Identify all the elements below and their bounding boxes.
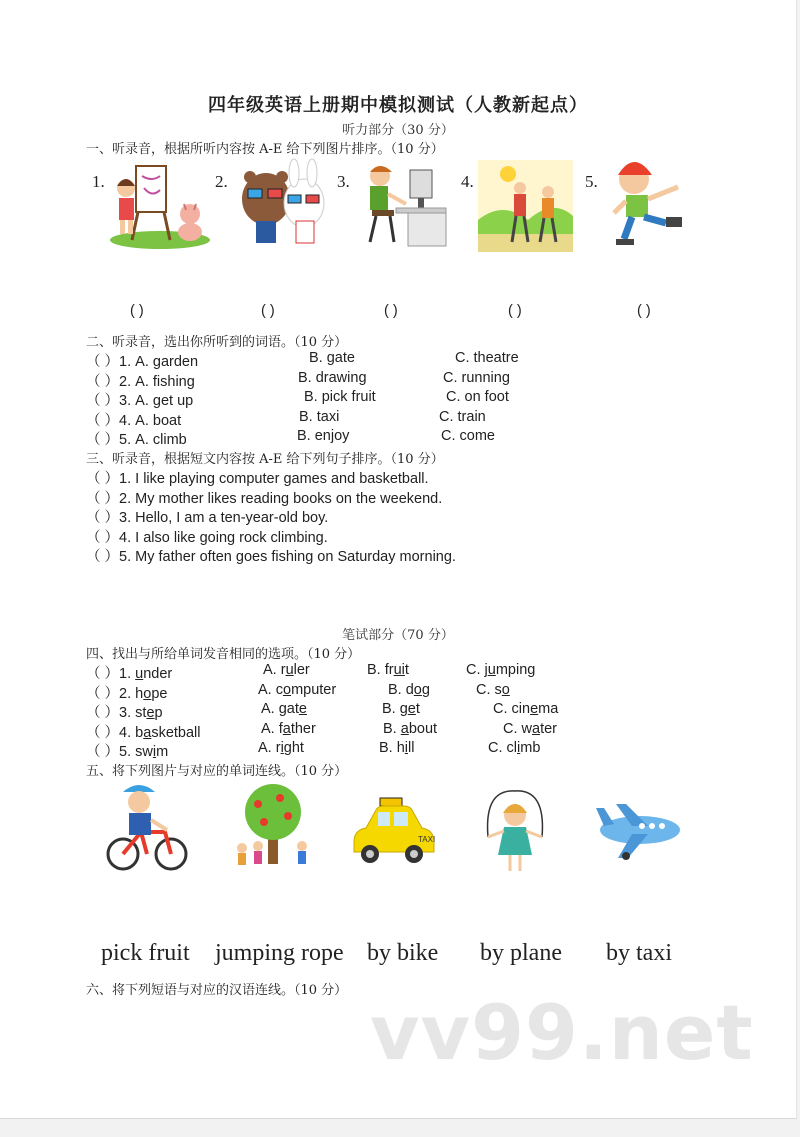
sec3-sentence-3: （ ）3. Hello, I am a ten-year-old boy.: [86, 510, 329, 526]
sec4-q2: （ ）2. hope: [86, 686, 168, 702]
page-title: 四年级英语上册期中模拟测试（人教新起点）: [208, 95, 588, 116]
watching-3d-movie-picture: [238, 157, 330, 249]
sec4-q4: （ ）4. basketball: [86, 725, 201, 741]
section-3-heading: 三、听录音，根据短文内容按 A-E 给下列句子排序。（10 分）: [86, 452, 444, 467]
picture-number-1: 1.: [92, 172, 105, 191]
sec2-q1: （ ）1. A. garden: [86, 354, 199, 370]
writing-header: 笔试部分（70 分）: [342, 628, 454, 643]
sec4-q1: （ ）1. under: [86, 666, 173, 682]
sec2-q5: （ ）5. A. climb: [86, 432, 187, 448]
sec2-q2-c: C. running: [443, 370, 510, 386]
sec2-q2-b: B. drawing: [298, 370, 367, 386]
sec2-q5-b: B. enjoy: [297, 428, 350, 444]
answer-blank-2[interactable]: ( ): [261, 303, 275, 319]
answer-blank-5[interactable]: ( ): [637, 303, 651, 319]
sec2-q5-c: C. come: [441, 428, 495, 444]
picking-fruit-picture: [228, 782, 320, 872]
sec2-q4-b: B. taxi: [299, 409, 340, 425]
word-by-taxi: by taxi: [606, 940, 672, 966]
hiking-picture: [478, 160, 573, 252]
sec3-sentence-1: （ ）1. I like playing computer games and basketball.: [86, 471, 429, 487]
picture-number-2: 2.: [215, 172, 228, 191]
jumping-rope-picture: [470, 787, 560, 877]
airplane-picture: [592, 796, 687, 868]
answer-blank-1[interactable]: ( ): [130, 303, 144, 319]
sec3-sentence-4: （ ）4. I also like going rock climbing.: [86, 530, 328, 546]
sec3-sentence-2: （ ）2. My mother likes reading books on the weekend.: [86, 491, 443, 507]
sec4-q5: （ ）5. swim: [86, 744, 169, 760]
section-4-heading: 四、找出与所给单词发音相同的选项。（10 分）: [86, 647, 361, 662]
section-2-heading: 二、听录音，选出你所听到的词语。（10 分）: [86, 335, 348, 350]
riding-bike-picture: [105, 782, 190, 874]
taxi-sign-text: TAXI: [418, 835, 435, 844]
sec2-q1-b: B. gate: [309, 350, 355, 366]
picture-number-4: 4.: [461, 172, 474, 191]
picture-number-3: 3.: [337, 172, 350, 191]
section-5-heading: 五、将下列图片与对应的单词连线。（10 分）: [86, 764, 348, 779]
section-6-heading: 六、将下列短语与对应的汉语连线。（10 分）: [86, 983, 348, 998]
exam-page: 四年级英语上册期中模拟测试（人教新起点） 听力部分（30 分） 一、听录音，根据所听内容按 A-E 给下列图片排序。（10 分） 1. 2. 3. 4. 5. ( ) ( ) ( ) ( ) ( ) 二、听录音，选出你所听到的词语。（10 分） （ ）1. A. garden B. gate C. theatre （ ）2. A. fishing B. drawing C. running （ ）3. A. get up B. pick fruit C. on foot （ ）4. A. boat B. taxi C. train （ ）5. A. climb B. enjoy C. come 三、听录音，根据短文内容按 A-E 给下列句子排序。（10 分） （ ）1. I like playing computer games and basketball. （ ）2. My mother likes reading books on the weekend. （ ）3. Hello, I am a ten-year-old boy. （ ）4. I also like going rock climbing. （ ）5. My father often goes fishing on Saturday morning. 笔试部分（70 分） 四、找出与所给单词发音相同的选项。（10 分） （ ）1. under A. ruler B. fruit C. jumping （ ）2. hope A. computer B. dog C. so （ ）3. step A. gate B. get C. cinema （ ）4. basketball A. father B. about C. water （ ）5. swim A. right B. hill C. climb 五、将下列图片与对应的单词连线。（10 分） TAXI pick fruit jumping rope by bike by plane by taxi 六、将下列短语与对应的汉语连线。（10 分） vv99.net: [0, 0, 797, 1119]
watermark: vv99.net: [370, 988, 754, 1077]
word-by-plane: by plane: [480, 940, 562, 966]
word-jumping-rope: jumping rope: [215, 940, 344, 966]
sec2-q3-b: B. pick fruit: [304, 389, 376, 405]
sec3-sentence-5: （ ）5. My father often goes fishing on Saturday morning.: [86, 549, 456, 565]
listening-header: 听力部分（30 分）: [342, 123, 454, 138]
taxi-picture: [350, 796, 435, 868]
sec2-q4-c: C. train: [439, 409, 486, 425]
sec4-q3: （ ）3. step: [86, 705, 163, 721]
computer-picture: [356, 158, 448, 250]
word-by-bike: by bike: [367, 940, 439, 966]
section-1-heading: 一、听录音，根据所听内容按 A-E 给下列图片排序。（10 分）: [86, 142, 444, 157]
answer-blank-3[interactable]: ( ): [384, 303, 398, 319]
skating-picture: [604, 157, 699, 252]
picture-number-5: 5.: [585, 172, 598, 191]
word-pick-fruit: pick fruit: [101, 940, 190, 966]
painting-picture: [108, 158, 213, 250]
sec2-q2: （ ）2. A. fishing: [86, 374, 195, 390]
sec2-q3: （ ）3. A. get up: [86, 393, 194, 409]
answer-blank-4[interactable]: ( ): [508, 303, 522, 319]
sec2-q4: （ ）4. A. boat: [86, 413, 182, 429]
sec2-q1-c: C. theatre: [455, 350, 519, 366]
sec2-q3-c: C. on foot: [446, 389, 509, 405]
